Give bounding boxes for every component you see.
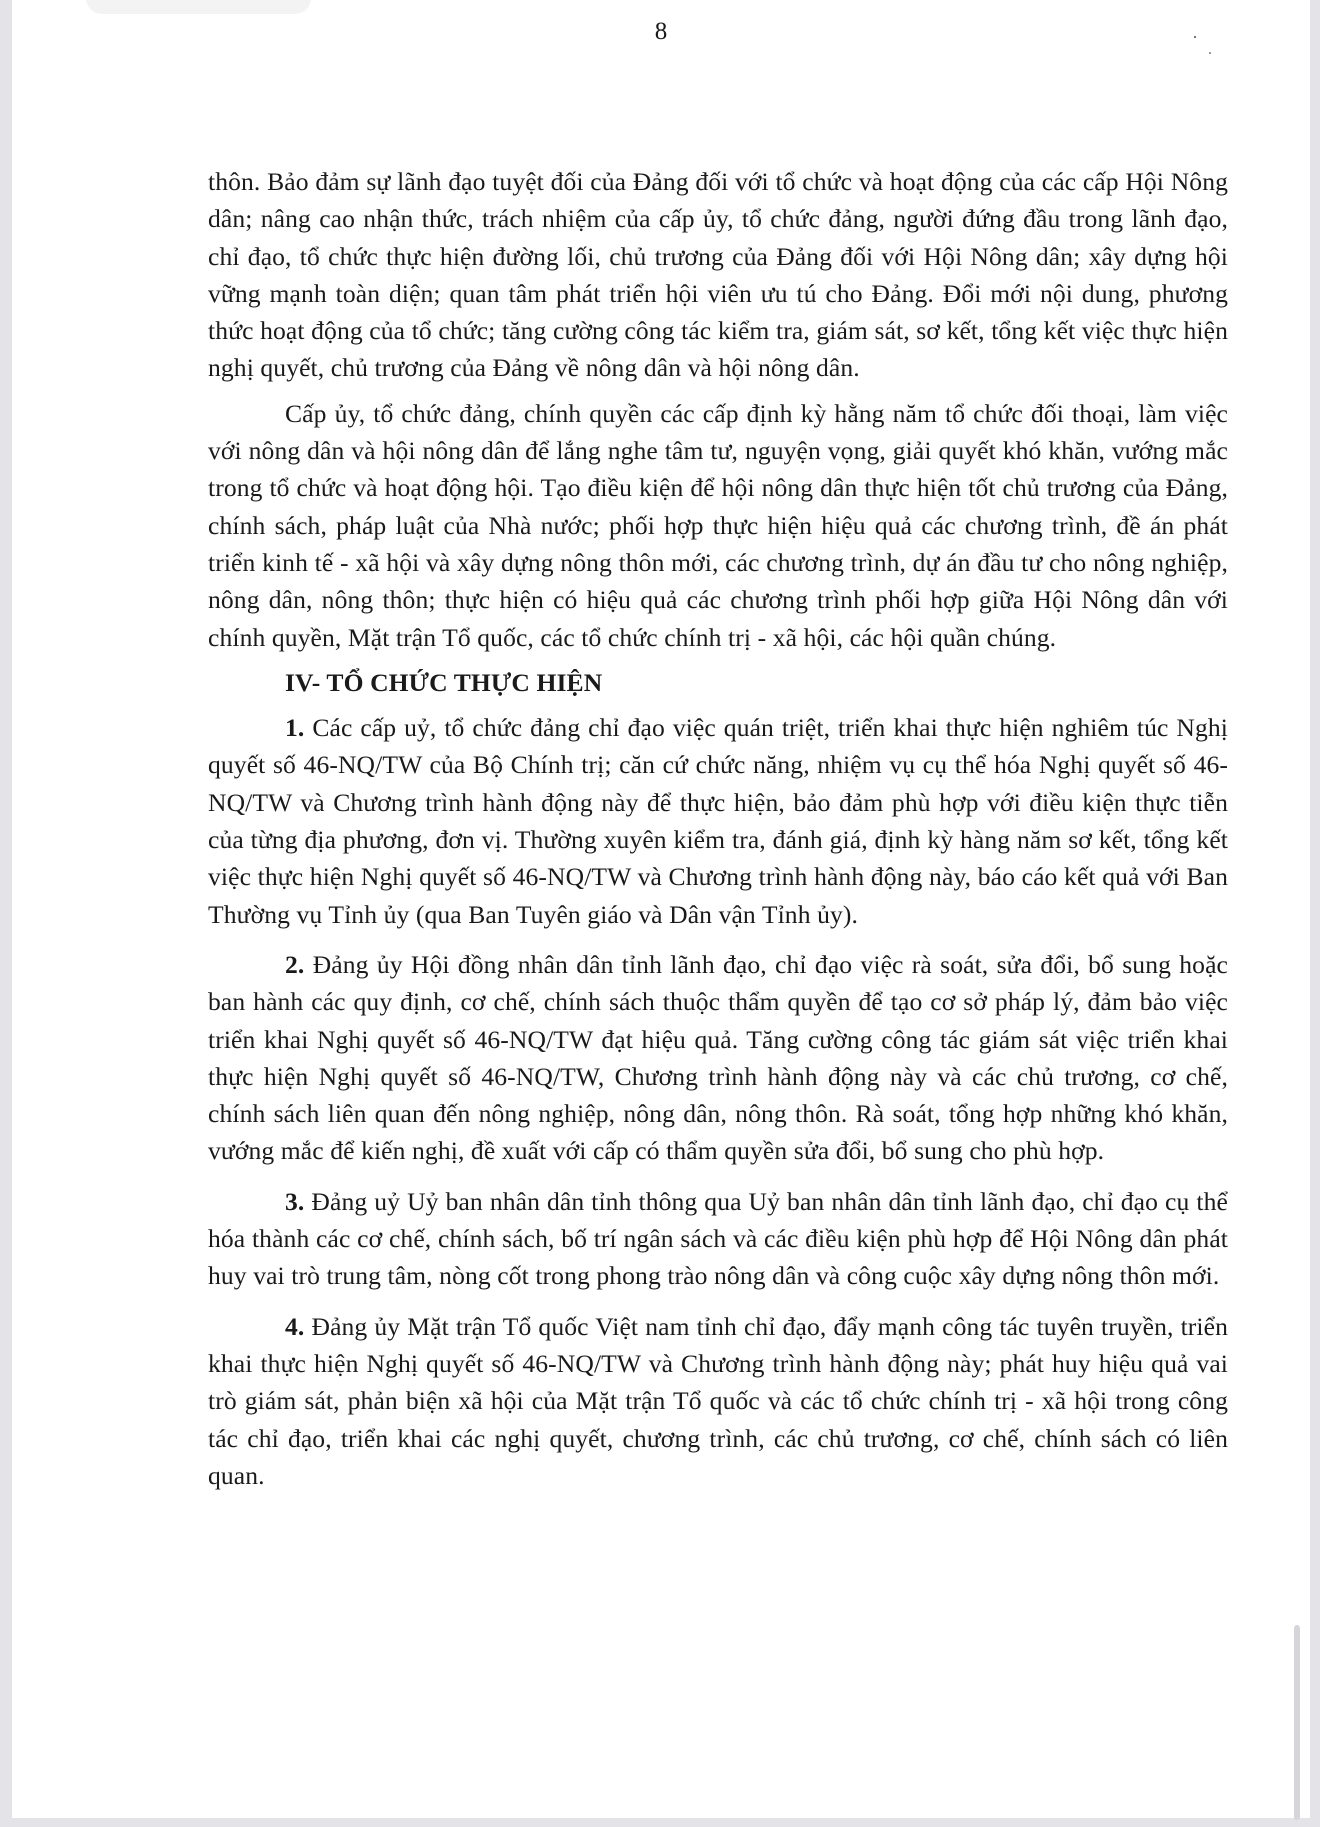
item-4-text: Đảng ủy Mặt trận Tổ quốc Việt nam tỉnh chỉ đạo, đẩy mạnh công tác tuyên truyền, triển khai thực hiện Nghị quyết số 46-NQ/TW và Chương trình hành động này; phát huy hiệu quả vai trò giám sát, phản biện xã hội của Mặt trận Tổ quốc và các tổ chức chính trị - xã hội trong công tác chỉ đạo, triển khai các nghị quyết, chương trình, các chủ trương, cơ chế, chính sách có liên quan. <box>208 1311 1228 1490</box>
item-3-text: Đảng uỷ Uỷ ban nhân dân tỉnh thông qua Uỷ ban nhân dân tỉnh lãnh đạo, chỉ đạo cụ thể hóa thành các cơ chế, chính sách, bố trí ngân sách và các điều kiện phù hợp để Hội Nông dân phát huy vai trò trung tâm, nòng cốt trong phong trào nông dân và công cuộc xây dựng nông thôn mới. <box>208 1186 1228 1291</box>
paragraph-continuation: thôn. Bảo đảm sự lãnh đạo tuyệt đối của Đảng đối với tổ chức và hoạt động của các cấp Hội Nông dân; nâng cao nhận thức, trách nhiệm của cấp ủy, tổ chức đảng, người đứng đầu trong lãnh đạo, chỉ đạo, tổ chức thực hiện đường lối, chủ trương của Đảng đối với Hội Nông dân; xây dựng hội vững mạnh toàn diện; quan tâm phát triển hội viên ưu tú cho Đảng. Đổi mới nội dung, phương thức hoạt động của tổ chức; tăng cường công tác kiểm tra, giám sát, sơ kết, tổng kết việc thực hiện nghị quyết, chủ trương của Đảng về nông dân và hội nông dân. <box>208 167 1228 383</box>
toolbar-tab[interactable] <box>86 0 311 14</box>
scan-speck <box>1194 36 1196 38</box>
document-page <box>12 0 1310 1818</box>
item-2-number: 2. <box>285 949 305 979</box>
item-1-text: Các cấp uỷ, tổ chức đảng chỉ đạo việc quán triệt, triển khai thực hiện nghiêm túc Nghị quyết số 46-NQ/TW của Bộ Chính trị; căn cứ chức năng, nhiệm vụ cụ thể hóa Nghị quyết số 46-NQ/TW và Chương trình hành động này để thực hiện, bảo đảm phù hợp với điều kiện thực tiễn của từng địa phương, đơn vị. Thường xuyên kiểm tra, đánh giá, định kỳ hàng năm sơ kết, tổng kết việc thực hiện Nghị quyết số 46-NQ/TW và Chương trình hành động này, báo cáo kết quả với Ban Thường vụ Tỉnh ủy (qua Ban Tuyên giáo và Dân vận Tỉnh ủy). <box>208 713 1228 929</box>
item-4-number: 4. <box>285 1311 305 1341</box>
scan-speck <box>1209 52 1211 54</box>
item-3-number: 3. <box>285 1186 305 1216</box>
scrollbar[interactable] <box>1294 1625 1300 1820</box>
item-1 <box>208 709 1228 933</box>
item-4 <box>208 1308 1228 1494</box>
item-2 <box>208 946 1228 1170</box>
item-1-number: 1. <box>285 713 305 743</box>
paragraph-cap-uy: Cấp ủy, tổ chức đảng, chính quyền các cấp định kỳ hằng năm tổ chức đối thoại, làm việc với nông dân và hội nông dân để lắng nghe tâm tư, nguyện vọng, giải quyết khó khăn, vướng mắc trong tổ chức và hoạt động hội. Tạo điều kiện để hội nông dân thực hiện tốt chủ trương của Đảng, chính sách, pháp luật của Nhà nước; phối hợp thực hiện hiệu quả các chương trình, đề án phát triển kinh tế - xã hội và xây dựng nông thôn mới, các chương trình, dự án đầu tư cho nông nghiệp, nông dân, nông thôn; thực hiện có hiệu quả các chương trình phối hợp giữa Hội Nông dân với chính quyền, Mặt trận Tổ quốc, các tổ chức chính trị - xã hội, các hội quần chúng. <box>208 398 1228 652</box>
item-2-text: Đảng ủy Hội đồng nhân dân tỉnh lãnh đạo, chỉ đạo việc rà soát, sửa đổi, bổ sung hoặc ban hành các quy định, cơ chế, chính sách thuộc thẩm quyền để tạo cơ sở pháp lý, đảm bảo việc triển khai Nghị quyết số 46-NQ/TW đạt hiệu quả. Tăng cường công tác giám sát việc triển khai thực hiện Nghị quyết số 46-NQ/TW, Chương trình hành động này và các chủ trương, cơ chế, chính sách liên quan đến nông nghiệp, nông dân, nông thôn. Rà soát, tổng hợp những khó khăn, vướng mắc để kiến nghị, đề xuất với cấp có thẩm quyền sửa đổi, bổ sung cho phù hợp. <box>208 949 1228 1166</box>
page-number: 8 <box>654 18 668 45</box>
section-heading: IV- TỔ CHỨC THỰC HIỆN <box>285 667 603 697</box>
document-body <box>208 163 1228 1494</box>
item-3 <box>208 1183 1228 1295</box>
